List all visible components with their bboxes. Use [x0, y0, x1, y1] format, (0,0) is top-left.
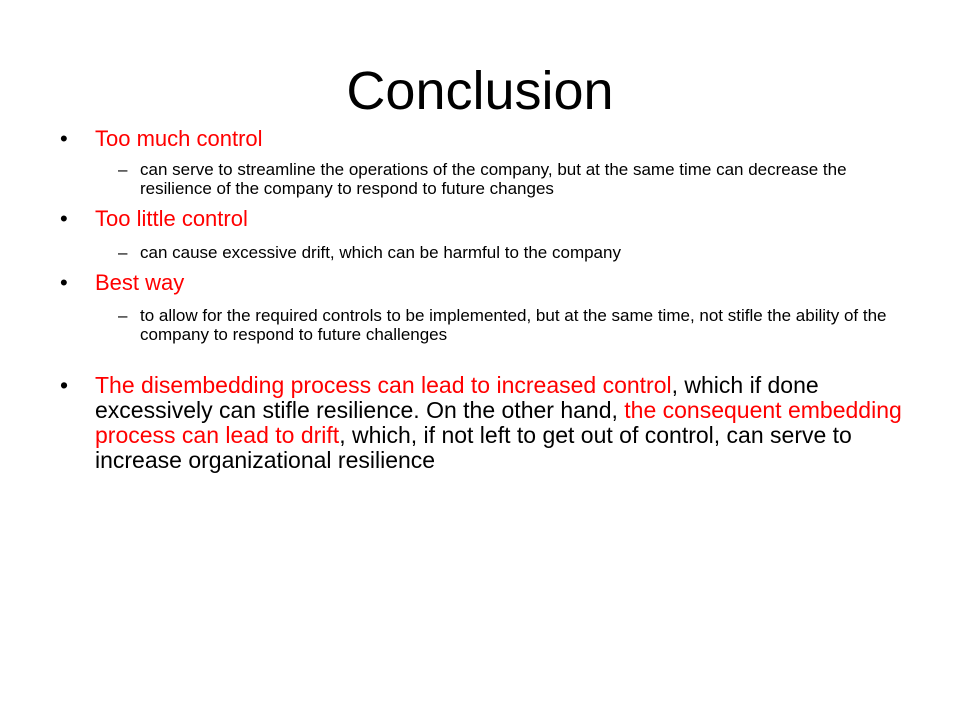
point-detail: can cause excessive drift, which can be harmful to the company: [140, 243, 621, 262]
point-detail-too-little-control: [60, 243, 920, 262]
summary-black-2: , which, if not left to get out of control, can serve to increase organizational resilience: [95, 422, 852, 473]
point-too-much-control: [60, 126, 920, 151]
dash-icon: –: [118, 160, 128, 179]
bullet-icon: •: [60, 126, 68, 151]
summary-black-1: , which if done excessively can stifle resilience. On the other hand,: [95, 372, 819, 423]
summary-point: [60, 373, 920, 473]
point-heading: Too little control: [95, 206, 248, 231]
bullet-icon: •: [60, 206, 68, 231]
slide-content: [60, 126, 920, 473]
slide-title: Conclusion: [346, 61, 614, 121]
point-too-little-control: [60, 206, 920, 231]
point-detail-best-way: [60, 306, 920, 344]
point-heading: Best way: [95, 270, 185, 295]
point-detail: can serve to streamline the operations of the company, but at the same time can decrease the resilience of the company to respond to future changes: [140, 160, 847, 198]
bullet-icon: •: [60, 270, 68, 295]
dash-icon: –: [118, 243, 128, 262]
point-heading: Too much control: [95, 126, 263, 151]
summary-red-embedding: the consequent embedding process can lead to drift: [95, 397, 902, 448]
point-best-way: [60, 270, 920, 295]
dash-icon: –: [118, 306, 128, 325]
point-detail: to allow for the required controls to be implemented, but at the same time, not stifle the ability of the company to respond to future challenges: [140, 306, 887, 344]
bullet-icon: •: [60, 372, 69, 398]
summary-red-disembedding: The disembedding process can lead to increased control: [95, 372, 672, 398]
summary-text: [95, 372, 902, 473]
point-detail-too-much-control: [60, 160, 920, 198]
